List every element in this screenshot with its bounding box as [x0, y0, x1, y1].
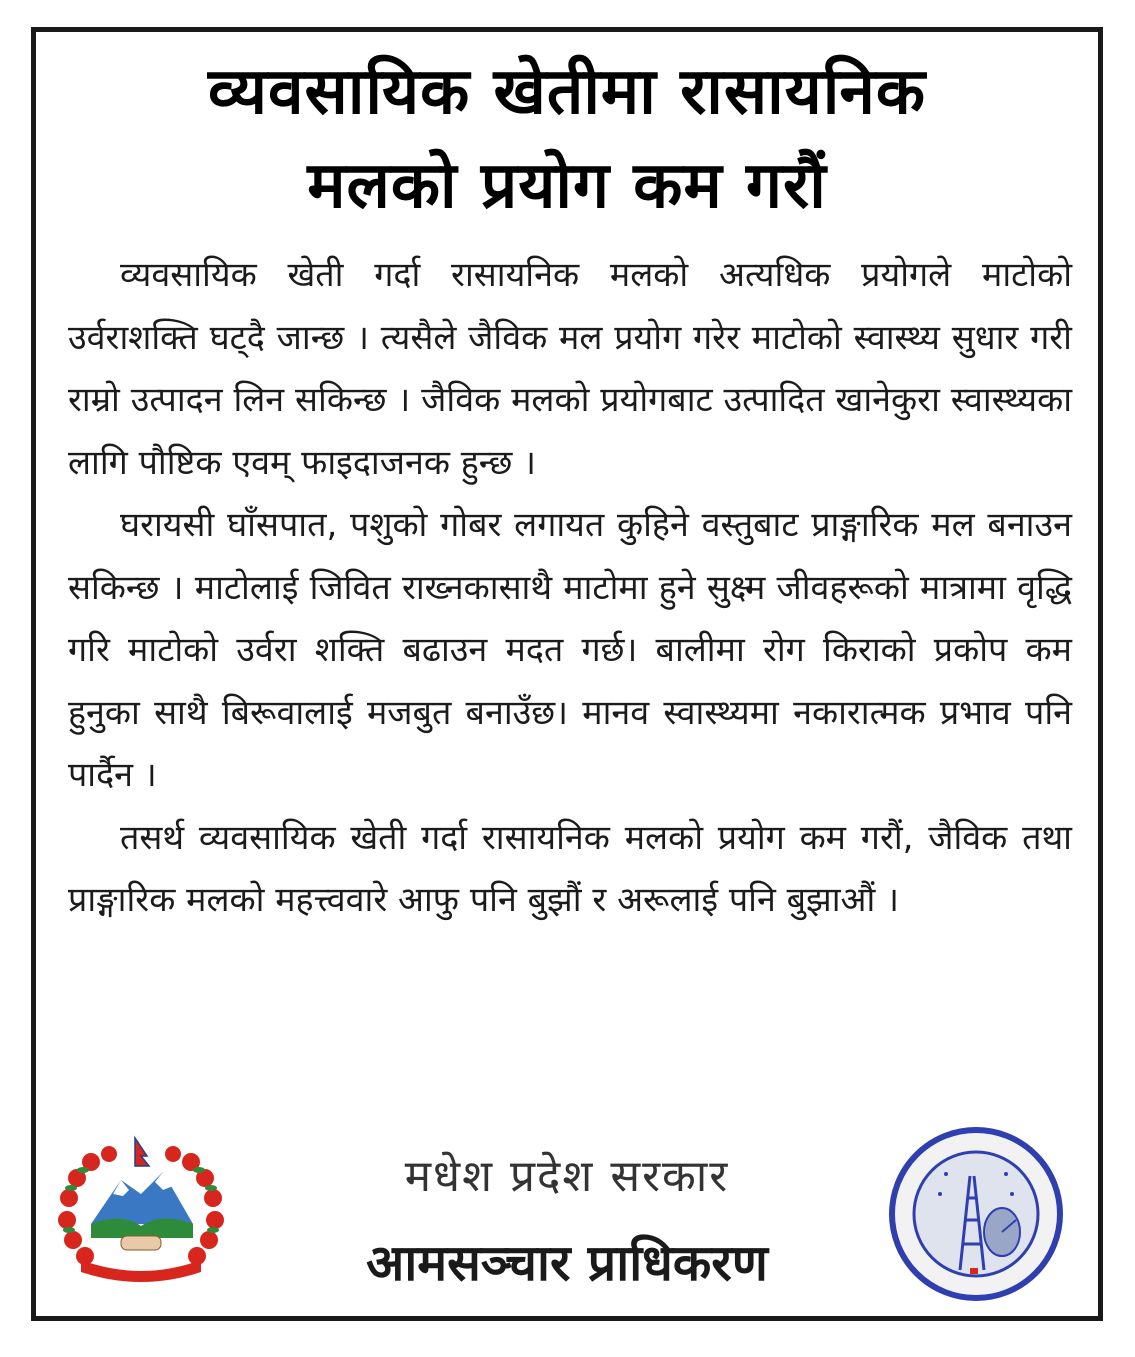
poster-body — [68, 244, 1072, 932]
poster-title-line-2: मलको प्रयोग कम गरौं — [307, 149, 827, 223]
authority-name: आमसञ्चार प्राधिकरण — [366, 1234, 768, 1292]
paragraph-1: व्यवसायिक खेती गर्दा रासायनिक मलको अत्यधिक प्रयोगले माटोको उर्वराशक्ति घट्‍दै जान्छ । त्यसैले जैविक मल प्रयोग गरेर माटोको स्वास्थ्य सुधार गरी राम्रो उत्पादन लिन सकिन्छ । जैविक मलको प्रयोगबाट उत्पादित खानेकुरा स्वास्थ्यका लागि पौष्टिक एवम् फाइदाजनक हुन्छ । — [68, 255, 1072, 483]
nepal-government-emblem-icon — [51, 1132, 231, 1292]
communication-authority-seal-icon — [886, 1124, 1066, 1304]
paragraph-3: तसर्थ व्यवसायिक खेती गर्दा रासायनिक मलको प्रयोग कम गरौं, जैविक तथा प्राङ्गारिक मलको महत्त्ववारे आफु पनि बुझौं र अरूलाई पनि बुझाऔं । — [68, 817, 1072, 920]
poster-title-line-1: व्यवसायिक खेतीमा रासायनिक — [207, 55, 927, 129]
poster-frame — [31, 27, 1103, 1321]
paragraph-2: घरायसी घाँसपात, पशुको गोबर लगायत कुहिने वस्तुबाट प्राङ्गारिक मल बनाउन सकिन्छ । माटोलाई जिवित राख्नकासाथै माटोमा हुने सुक्ष्म जीवहरूको मात्रामा वृद्धि गरि माटोको उर्वरा शक्ति बढाउन मदत गर्छ। बालीमा रोग किराको प्रकोप कम हुनुका साथै बिरूवालाई मजबुत बनाउँछ। मानव स्वास्थ्यमा नकारात्मक प्रभाव पनि पार्दैन । — [68, 505, 1072, 795]
government-name: मधेश प्रदेश सरकार — [404, 1151, 730, 1202]
